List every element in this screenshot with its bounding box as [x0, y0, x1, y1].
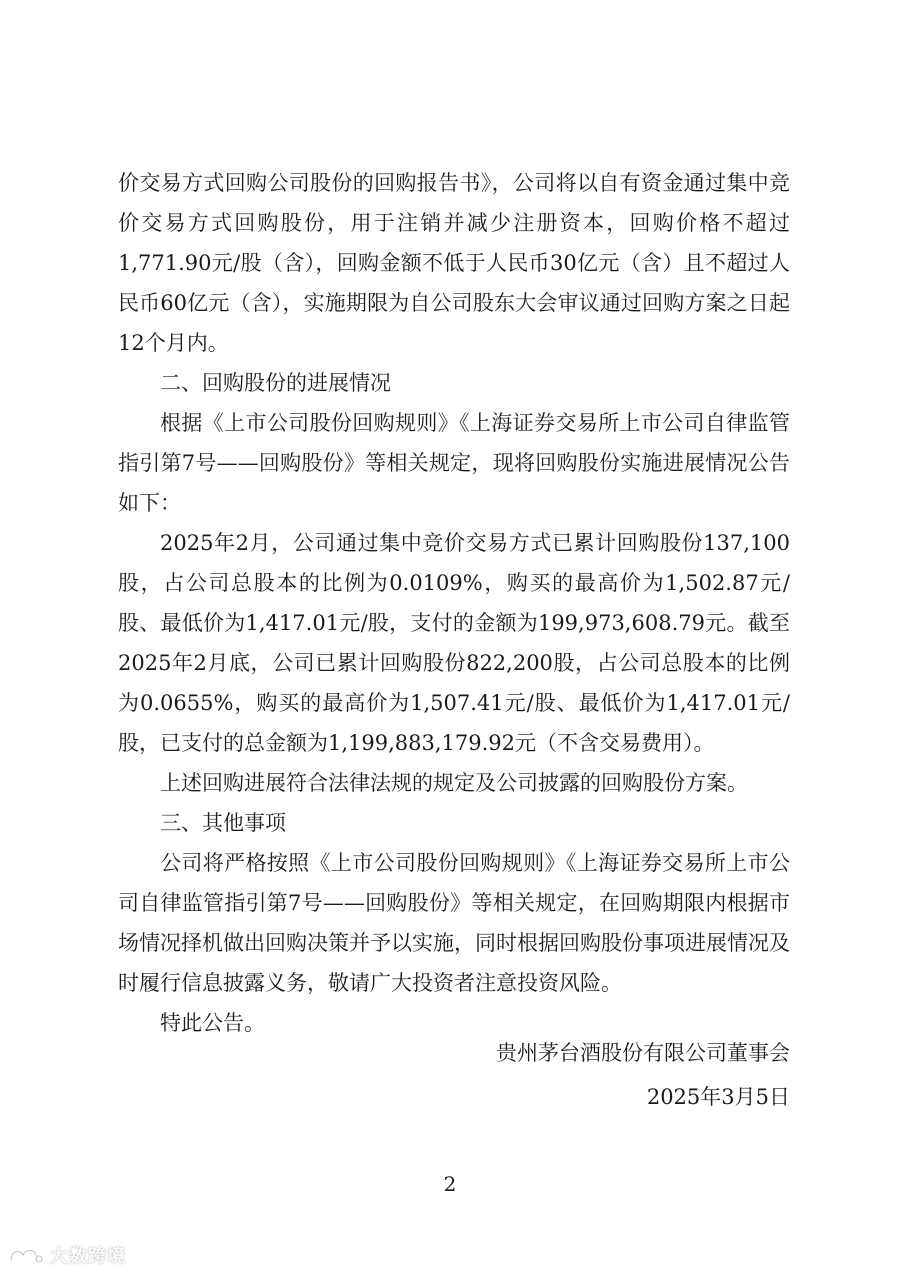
paragraph-repurchase-plan: 价交易方式回购公司股份的回购报告书》，公司将以自有资金通过集中竞价交易方式回购股份，用于注销并减少注册资本，回购价格不超过1,771.90元/股（含），回购金额不低于人民币30亿元（含）且不超过人民币60亿元（含），实施期限为自公司股东大会审议通过回购方案之日起12个月内。 — [118, 171, 790, 355]
paragraph-compliance: 上述回购进展符合法律法规的规定及公司披露的回购股份方案。 — [160, 771, 748, 795]
signature-date: 2025年3月5日 — [646, 1085, 790, 1109]
paragraph-other-matters: 公司将严格按照《上市公司股份回购规则》《上海证券交易所上市公司自律监管指引第7号——回购股份》等相关规定，在回购期限内根据市场情况择机做出回购决策并予以实施，同时根据回购股份事项进展情况及时履行信息披露义务，敬请广大投资者注意投资风险。 — [118, 851, 790, 995]
section-heading-progress: 二、回购股份的进展情况 — [160, 371, 391, 395]
signature-company: 贵州茅台酒股份有限公司董事会 — [496, 1041, 790, 1065]
document-body — [118, 163, 790, 1043]
watermark — [8, 1242, 126, 1268]
section-heading-other: 三、其他事项 — [160, 811, 286, 835]
watermark-logo-icon — [8, 1245, 44, 1265]
page-number: 2 — [443, 1172, 457, 1196]
signature-block — [496, 1031, 790, 1119]
paragraph-closing: 特此公告。 — [160, 1011, 265, 1035]
paragraph-progress-details: 2025年2月，公司通过集中竞价交易方式已累计回购股份137,100股，占公司总股本的比例为0.0109%，购买的最高价为1,502.87元/股、最低价为1,417.01元/股，支付的金额为199,973,608.79元。截至2025年2月底，公司已累计回购股份822,200股，占公司总股本的比例为0.0655%，购买的最高价为1,507.41元/股、最低价为1,417.01元/股，已支付的总金额为1,199,883,179.92元（不含交易费用）。 — [118, 531, 790, 755]
watermark-text: 大数跨境 — [50, 1246, 126, 1267]
paragraph-regulations: 根据《上市公司股份回购规则》《上海证券交易所上市公司自律监管指引第7号——回购股份》等相关规定，现将回购股份实施进展情况公告如下： — [118, 411, 790, 515]
